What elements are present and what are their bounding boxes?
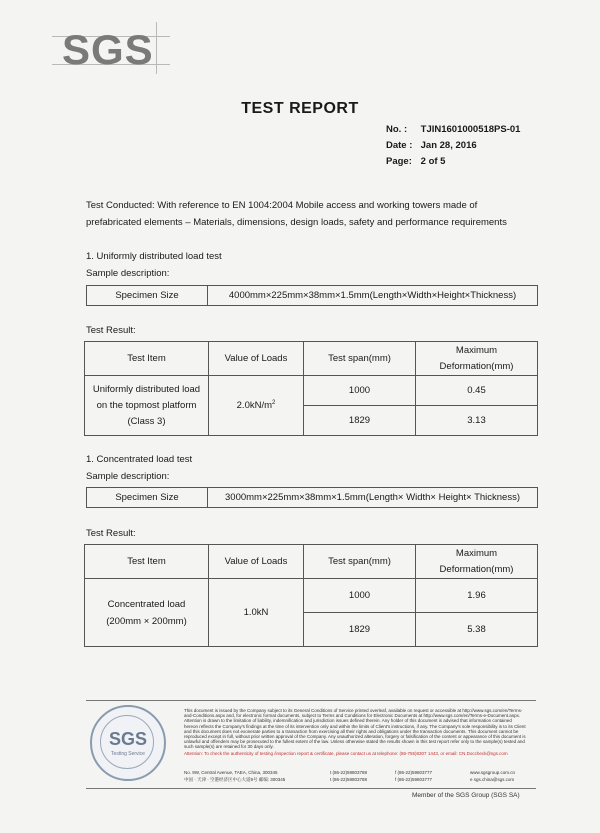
header-max-deformation [416,545,538,579]
section2-result-label: Test Result: [86,528,136,539]
header-max-line1: Maximum [455,547,498,559]
header-test-span: Test span(mm) [304,342,416,376]
report-date-value: Jan 28, 2016 [420,140,477,151]
cell-load: 1.0kN [209,579,304,647]
spec-value: 3000mm×225mm×38mm×1.5mm(Length× Width× Height× Thickness) [208,488,538,508]
footer-fine-print [184,708,526,756]
header-test-item: Test Item [85,342,209,376]
report-date-label: Date : [386,140,413,151]
item-line-1: Concentrated load [107,598,186,610]
seal-caption: Testing Service [111,751,145,757]
report-no-value: TJIN1601000518PS-01 [420,124,521,135]
table-header-row [85,342,538,376]
report-page-label: Page: [386,156,412,167]
load-superscript: 2 [272,399,276,406]
footer-top-rule [86,700,536,701]
sgs-seal-stamp [90,705,166,781]
report-meta [386,122,520,170]
report-no-label: No. : [386,124,408,135]
section2-sample-label: Sample description: [86,471,170,482]
logo-text: SGS [62,26,154,73]
cell-span: 1829 [304,613,416,647]
cell-span: 1000 [304,579,416,613]
fine-print-body: This document is issued by the Company subject to its General Conditions of Service printed overleaf, available on request or accessible at http://www.sgs.com/en/Terms-and-Conditions.aspx and, for electronic format documents, subject to Terms and Conditions for Electronic Documents at http://www.sgs.com/en/Terms-e-Document.aspx. Attention is drawn to the limitation of liability, indemnification and jurisdiction issues defined therein. Any holder of this document is advised that information contained hereon reflects the Company's findings at the time of its intervention only and within the limits of Client's instructions, if any. The Company's sole responsibility is to its Client and this document does not exonerate parties to a transaction from exercising all their rights and obligations under the transaction documents. This document cannot be reproduced except in full, without prior written approval of the Company. Any unauthorized alteration, forgery or falsification of the content or appearance of this document is unlawful and offenders may be prosecuted to the fullest extent of the law. Unless otherwise stated the results shown in this test report refer only to the sample(s) tested and such sample(s) are retained for 30 days only. [184,708,526,750]
table-row [85,579,538,613]
section1-spec-table [86,285,538,306]
fax-2: f (86-22)59803777 [395,777,433,782]
spec-label: Specimen Size [87,286,208,306]
intro-line-2: prefabricated elements – Materials, dimensions, design loads, safety and performance requirements [86,217,507,228]
cell-deformation: 1.96 [416,579,538,613]
address-cn: 中国 · 天津 · 空港经济区中心大道9号 邮编: 300345 [184,777,286,782]
tel-2: t (86-22)59803788 [330,777,368,782]
item-line-1: Uniformly distributed load [92,383,201,395]
cell-span: 1000 [304,376,416,406]
fine-print-attention: Attention: To check the authenticity of testing /inspection report & certificate, please contact us at telephone: (86-755)8307 1443, or email: CN.Doccheck@sgs.com [184,750,508,756]
header-test-item: Test Item [85,545,209,579]
page-title: TEST REPORT [241,100,359,117]
header-value-of-loads: Value of Loads [209,342,304,376]
section1-result-table [84,341,538,436]
table-row [85,376,538,406]
spec-value: 4000mm×225mm×38mm×1.5mm(Length×Width×Height×Thickness) [208,286,538,306]
header-max-deformation [416,342,538,376]
spec-label: Specimen Size [87,488,208,508]
footer-bottom-rule [86,788,536,789]
section2-result-table [84,544,538,647]
cell-deformation: 5.38 [416,613,538,647]
item-line-3: (Class 3) [127,415,166,427]
table-header-row [85,545,538,579]
sgs-logo [62,26,166,76]
cell-test-item [85,376,209,436]
header-max-line2: Deformation(mm) [439,360,514,372]
tel-1: t (86-22)59803788 [330,770,368,775]
email-address: e sgs.china@sgs.com [470,777,515,782]
item-line-2: on the topmost platform [96,399,197,411]
header-max-line2: Deformation(mm) [439,563,514,575]
seal-text: SGS [108,729,147,749]
section1-sample-label: Sample description: [86,268,170,279]
intro-line-1: Test Conducted: With reference to EN 1004:2004 Mobile access and working towers made of [86,200,478,211]
cell-deformation: 0.45 [416,376,538,406]
header-max-line1: Maximum [455,344,498,356]
fax-1: f (86-22)59803777 [395,770,433,775]
section1-result-label: Test Result: [86,325,136,336]
cell-load [209,376,304,436]
web-address: www.sgsgroup.com.cn [470,770,516,775]
cell-test-item [85,579,209,647]
cell-deformation: 3.13 [416,406,538,436]
section1-heading: 1. Uniformly distributed load test [86,251,222,262]
address-en: No. 9W, Central Avenue, TAEA, China, 300345 [184,770,278,775]
cell-span: 1829 [304,406,416,436]
report-page-value: 2 of 5 [420,156,446,167]
item-line-2: (200mm × 200mm) [106,615,187,627]
section2-heading: 1. Concentrated load test [86,454,193,465]
header-test-span: Test span(mm) [304,545,416,579]
header-value-of-loads: Value of Loads [209,545,304,579]
member-of-sgs-group: Member of the SGS Group (SGS SA) [412,792,520,799]
load-value: 2.0kN/m [236,400,273,412]
section2-spec-table [86,487,538,508]
test-conducted-text [86,197,546,231]
